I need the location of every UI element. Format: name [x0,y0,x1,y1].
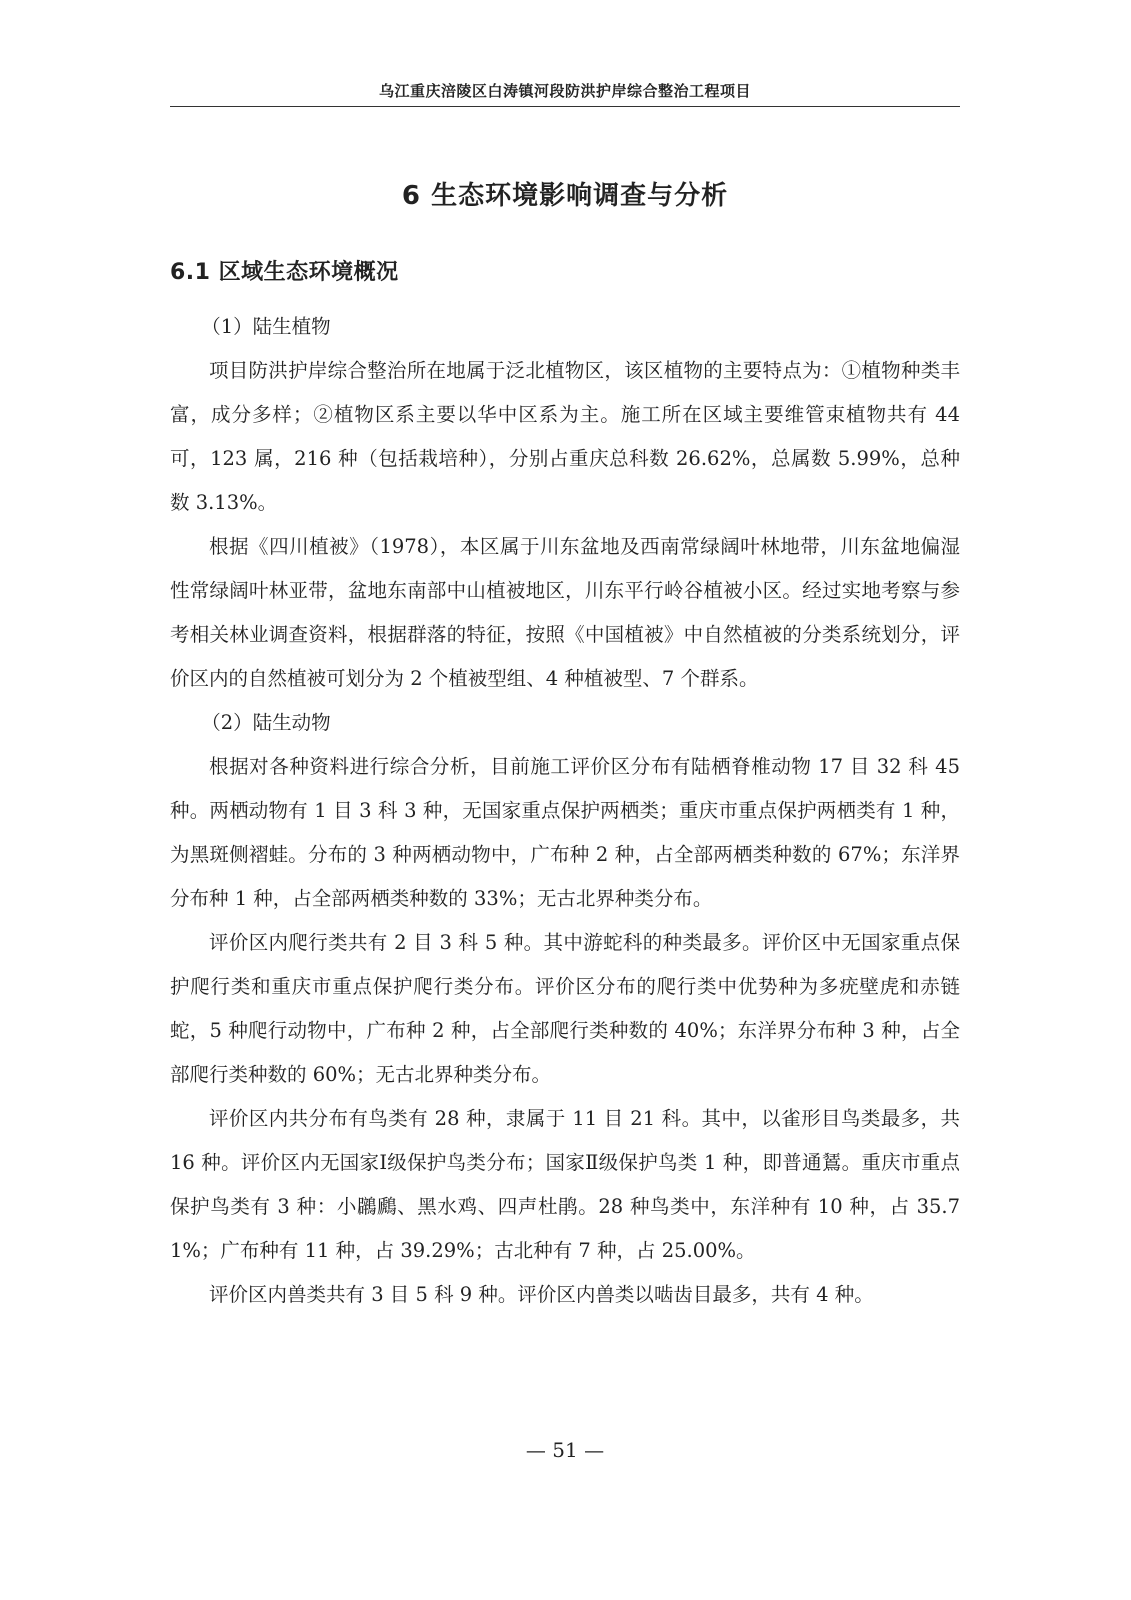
subheading-terrestrial-animals: （2）陆生动物 [201,711,331,734]
page-number: — 51 — [525,1438,605,1462]
body-text [170,305,960,1317]
paragraph: 评价区内共分布有鸟类有 28 种，隶属于 11 目 21 科。其中，以雀形目鸟类最多，共 16 种。评价区内无国家Ⅰ级保护鸟类分布；国家Ⅱ级保护鸟类 1 种，即普通鵟。重庆市重点保护鸟类有 3 种：小鸊鷉、黑水鸡、四声杜鹃。28 种鸟类中，东洋种有 10 种，占 35.71%；广布种有 11 种，占 39.29%；古北种有 7 种，占 25.00%。 [170,1107,960,1262]
paragraph: 根据对各种资料进行综合分析，目前施工评价区分布有陆栖脊椎动物 17 目 32 科 45 种。两栖动物有 1 目 3 科 3 种，无国家重点保护两栖类；重庆市重点保护两栖类有 1 种，为黑斑侧褶蛙。分布的 3 种两栖动物中，广布种 2 种，占全部两栖类种数的 67%；东洋界分布种 1 种，占全部两栖类种数的 33%；无古北界种类分布。 [170,755,960,910]
chapter-title: 6 生态环境影响调查与分析 [401,181,729,211]
paragraph: 评价区内爬行类共有 2 目 3 科 5 种。其中游蛇科的种类最多。评价区中无国家重点保护爬行类和重庆市重点保护爬行类分布。评价区分布的爬行类中优势种为多疣壁虎和赤链蛇，5 种爬行动物中，广布种 2 种，占全部爬行类种数的 40%；东洋界分布种 3 种，占全部爬行类种数的 60%；无古北界种类分布。 [170,931,960,1086]
header-rule [170,106,960,107]
subheading-terrestrial-plants: （1）陆生植物 [201,315,331,338]
paragraph: 项目防洪护岸综合整治所在地属于泛北植物区，该区植物的主要特点为：①植物种类丰富，成分多样；②植物区系主要以华中区系为主。施工所在区域主要维管束植物共有 44 可，123 属，216 种（包括栽培种），分别占重庆总科数 26.62%，总属数 5.99%，总种数 3.13%。 [170,359,960,514]
section-title: 6.1 区域生态环境概况 [170,260,399,285]
paragraph: 评价区内兽类共有 3 目 5 科 9 种。评价区内兽类以啮齿目最多，共有 4 种。 [209,1283,874,1306]
paragraph: 根据《四川植被》（1978），本区属于川东盆地及西南常绿阔叶林地带，川东盆地偏湿性常绿阔叶林亚带，盆地东南部中山植被地区，川东平行岭谷植被小区。经过实地考察与参考相关林业调查资料，根据群落的特征，按照《中国植被》中自然植被的分类系统划分，评价区内的自然植被可划分为 2 个植被型组、4 种植被型、7 个群系。 [170,535,960,690]
running-header: 乌江重庆涪陵区白涛镇河段防洪护岸综合整治工程项目 [378,82,751,100]
